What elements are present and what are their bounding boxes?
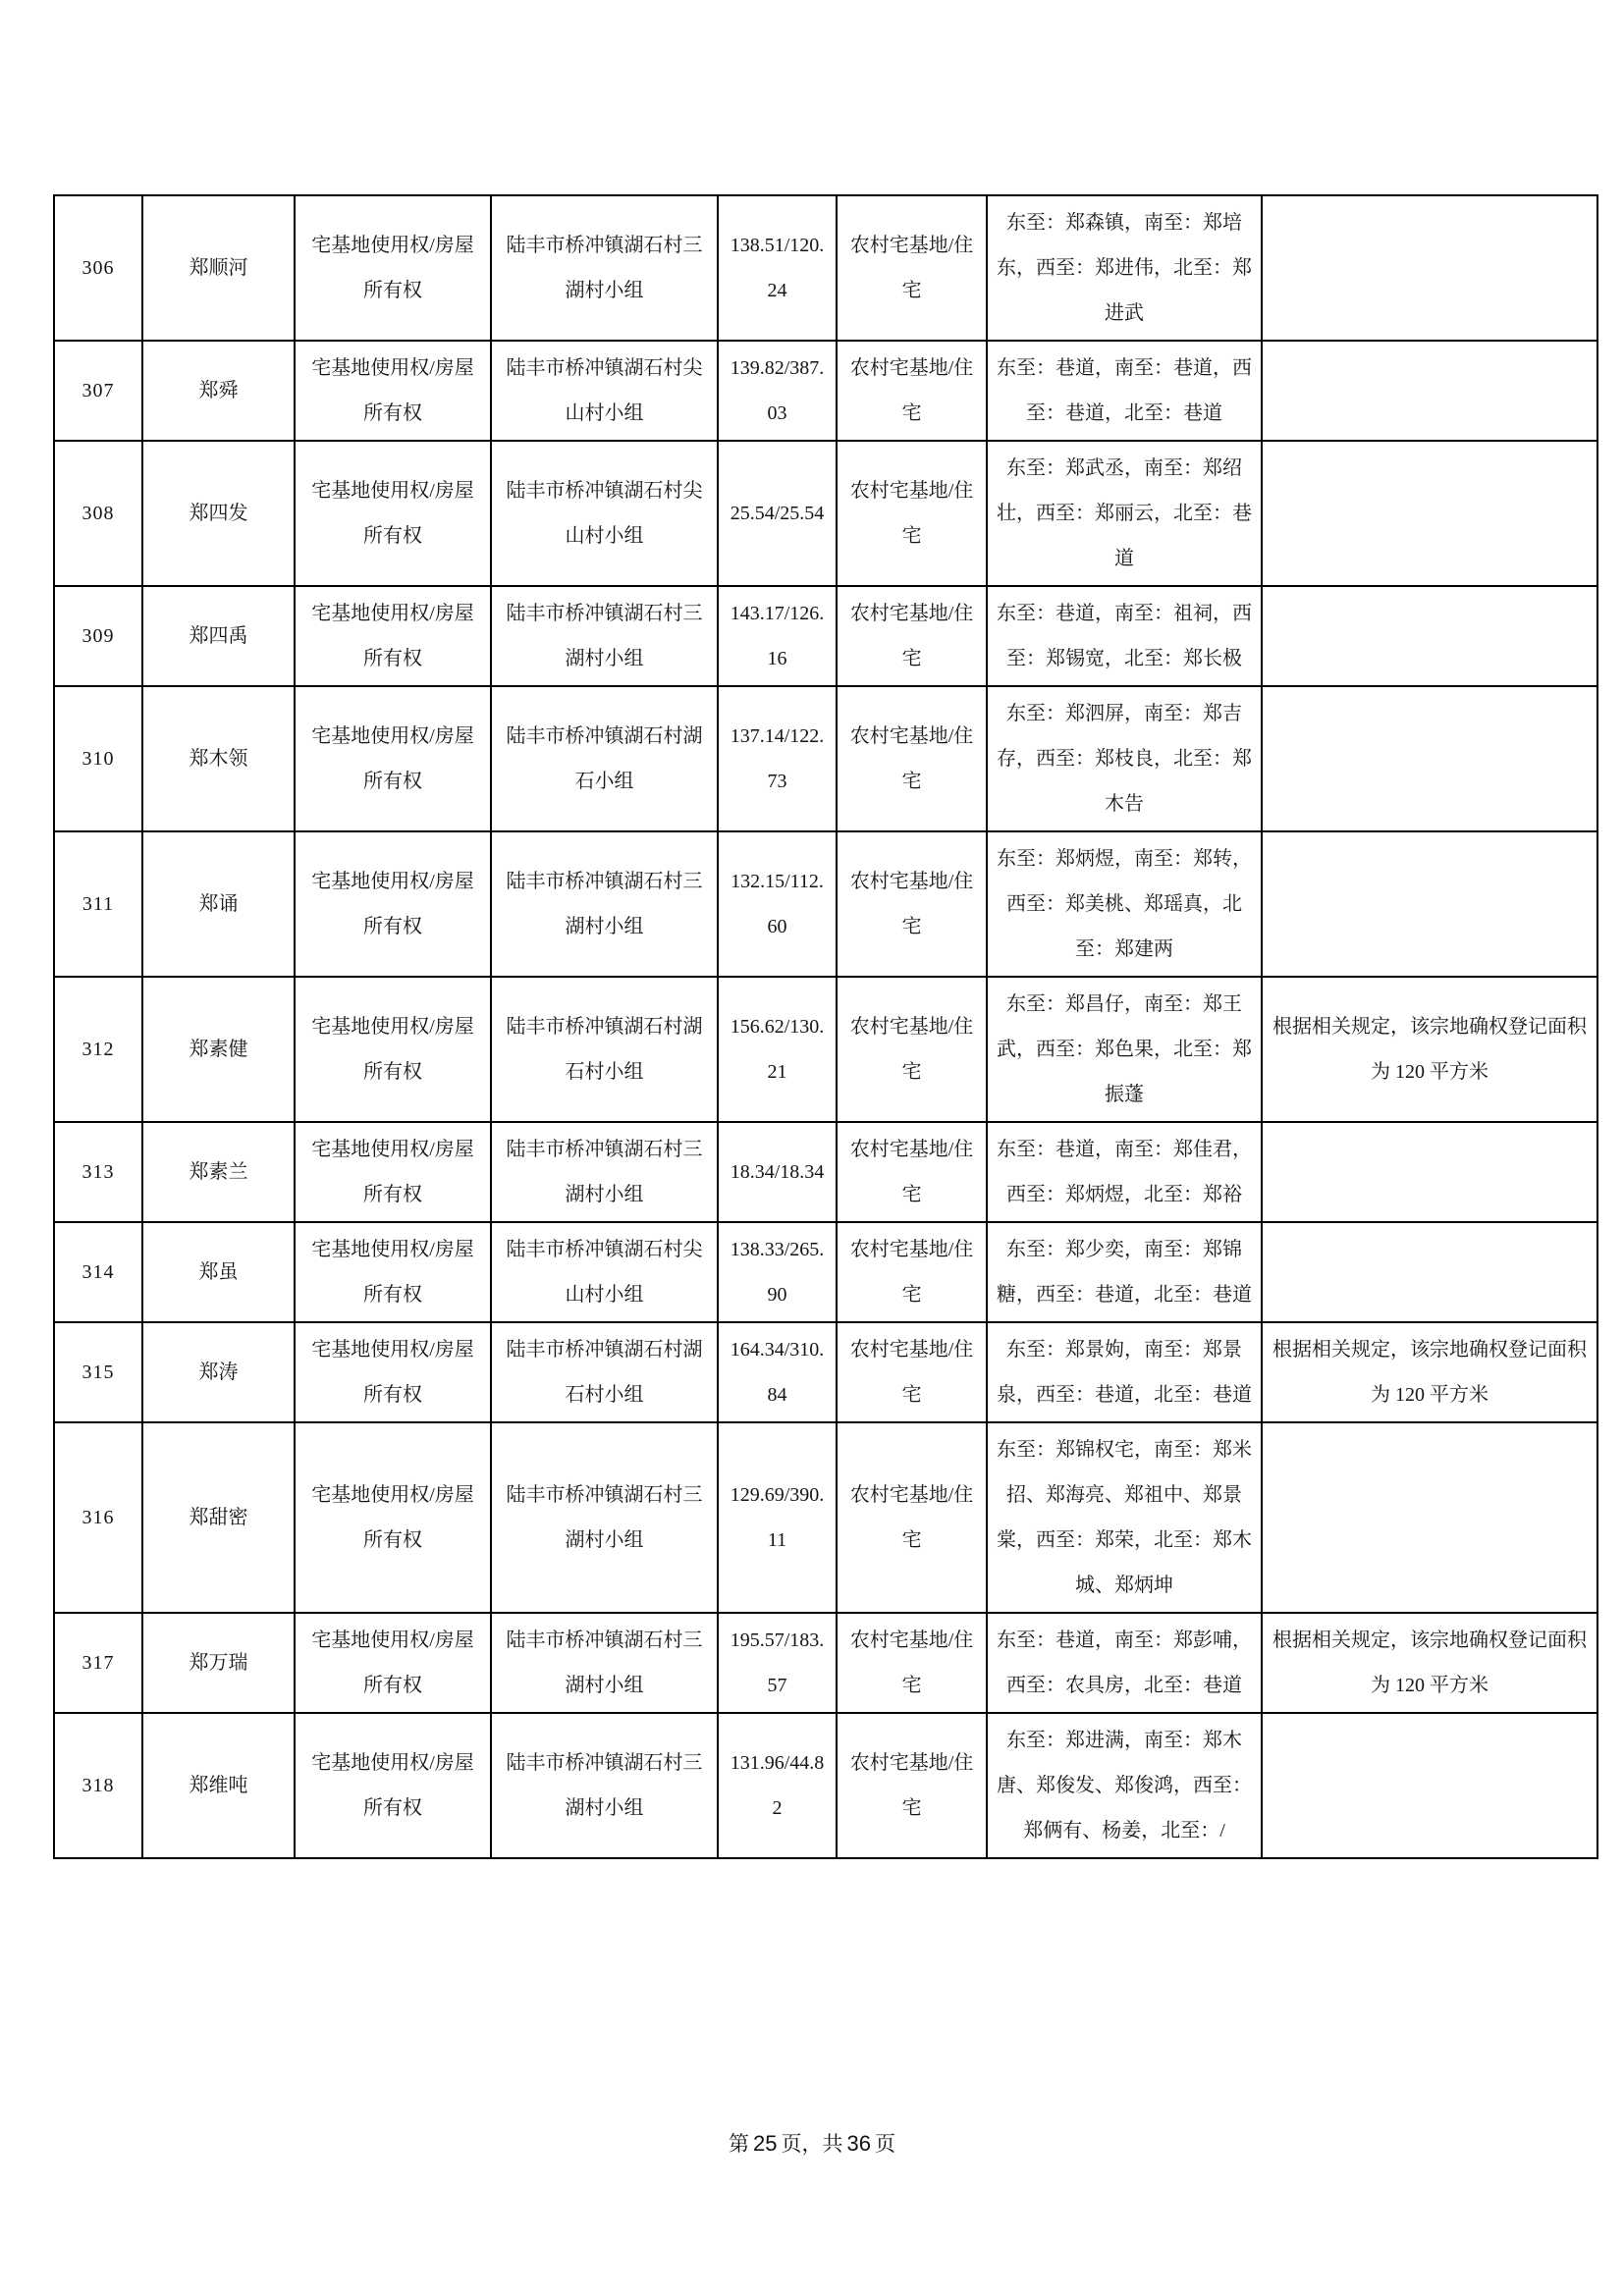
location-cell: 陆丰市桥冲镇湖石村三湖村小组 (491, 195, 718, 341)
land-rights-table (53, 194, 1598, 1859)
row-number-cell: 308 (54, 441, 142, 586)
remark-cell (1262, 195, 1597, 341)
owner-name-cell: 郑四发 (142, 441, 295, 586)
land-type-cell: 农村宅基地/住宅 (837, 977, 987, 1122)
location-cell: 陆丰市桥冲镇湖石村湖石村小组 (491, 1322, 718, 1422)
owner-name-cell: 郑万瑞 (142, 1613, 295, 1713)
row-number-cell: 318 (54, 1713, 142, 1858)
table-row (54, 341, 1597, 441)
land-type-cell: 农村宅基地/住宅 (837, 831, 987, 977)
rights-type-cell: 宅基地使用权/房屋所有权 (295, 977, 491, 1122)
location-cell: 陆丰市桥冲镇湖石村湖石小组 (491, 686, 718, 831)
row-number-cell: 316 (54, 1422, 142, 1613)
boundary-cell: 东至：巷道，南至：巷道，西至：巷道，北至：巷道 (987, 341, 1262, 441)
boundary-cell: 东至：郑武丞，南至：郑绍壮，西至：郑丽云，北至：巷道 (987, 441, 1262, 586)
owner-name-cell: 郑顺河 (142, 195, 295, 341)
table-row (54, 977, 1597, 1122)
rights-type-cell: 宅基地使用权/房屋所有权 (295, 1322, 491, 1422)
approved-area-cell: 138.51/120.24 (718, 195, 837, 341)
rights-type-cell: 宅基地使用权/房屋所有权 (295, 341, 491, 441)
rights-type-cell: 宅基地使用权/房屋所有权 (295, 1613, 491, 1713)
footer-prefix: 第 (729, 2132, 750, 2156)
table-row (54, 1222, 1597, 1322)
owner-name-cell: 郑虽 (142, 1222, 295, 1322)
row-number-cell: 313 (54, 1122, 142, 1222)
row-number-cell: 312 (54, 977, 142, 1122)
rights-type-cell: 宅基地使用权/房屋所有权 (295, 586, 491, 686)
row-number-cell: 307 (54, 341, 142, 441)
remark-cell (1262, 1222, 1597, 1322)
row-number-cell: 311 (54, 831, 142, 977)
owner-name-cell: 郑涛 (142, 1322, 295, 1422)
boundary-cell: 东至：郑泗屏，南至：郑吉存，西至：郑枝良，北至：郑木告 (987, 686, 1262, 831)
approved-area-cell: 156.62/130.21 (718, 977, 837, 1122)
location-cell: 陆丰市桥冲镇湖石村三湖村小组 (491, 1122, 718, 1222)
remark-cell: 根据相关规定，该宗地确权登记面积为 120 平方米 (1262, 977, 1597, 1122)
boundary-cell: 东至：郑锦权宅，南至：郑米招、郑海亮、郑祖中、郑景棠，西至：郑荣，北至：郑木城、郑炳坤 (987, 1422, 1262, 1613)
rights-type-cell: 宅基地使用权/房屋所有权 (295, 1222, 491, 1322)
owner-name-cell: 郑素兰 (142, 1122, 295, 1222)
owner-name-cell: 郑维吨 (142, 1713, 295, 1858)
remark-cell (1262, 831, 1597, 977)
owner-name-cell: 郑舜 (142, 341, 295, 441)
approved-area-cell: 138.33/265.90 (718, 1222, 837, 1322)
boundary-cell: 东至：郑炳煜，南至：郑转，西至：郑美桃、郑瑶真，北至：郑建两 (987, 831, 1262, 977)
approved-area-cell: 129.69/390.11 (718, 1422, 837, 1613)
location-cell: 陆丰市桥冲镇湖石村三湖村小组 (491, 1713, 718, 1858)
rights-type-cell: 宅基地使用权/房屋所有权 (295, 1122, 491, 1222)
location-cell: 陆丰市桥冲镇湖石村湖石村小组 (491, 977, 718, 1122)
table-row (54, 1422, 1597, 1613)
rights-type-cell: 宅基地使用权/房屋所有权 (295, 686, 491, 831)
land-type-cell: 农村宅基地/住宅 (837, 1422, 987, 1613)
row-number-cell: 317 (54, 1613, 142, 1713)
table-row (54, 1122, 1597, 1222)
land-type-cell: 农村宅基地/住宅 (837, 686, 987, 831)
rights-type-cell: 宅基地使用权/房屋所有权 (295, 1422, 491, 1613)
land-type-cell: 农村宅基地/住宅 (837, 1222, 987, 1322)
rights-type-cell: 宅基地使用权/房屋所有权 (295, 1713, 491, 1858)
approved-area-cell: 143.17/126.16 (718, 586, 837, 686)
boundary-cell: 东至：巷道，南至：郑佳君，西至：郑炳煜，北至：郑裕 (987, 1122, 1262, 1222)
land-type-cell: 农村宅基地/住宅 (837, 1322, 987, 1422)
table-row (54, 441, 1597, 586)
location-cell: 陆丰市桥冲镇湖石村尖山村小组 (491, 341, 718, 441)
location-cell: 陆丰市桥冲镇湖石村三湖村小组 (491, 1422, 718, 1613)
approved-area-cell: 25.54/25.54 (718, 441, 837, 586)
table-row (54, 1322, 1597, 1422)
table-body (54, 195, 1597, 1858)
table-row (54, 586, 1597, 686)
land-type-cell: 农村宅基地/住宅 (837, 1713, 987, 1858)
remark-cell (1262, 341, 1597, 441)
row-number-cell: 310 (54, 686, 142, 831)
table-row (54, 195, 1597, 341)
rights-type-cell: 宅基地使用权/房屋所有权 (295, 831, 491, 977)
land-type-cell: 农村宅基地/住宅 (837, 586, 987, 686)
remark-cell (1262, 1713, 1597, 1858)
row-number-cell: 314 (54, 1222, 142, 1322)
row-number-cell: 315 (54, 1322, 142, 1422)
remark-cell (1262, 1122, 1597, 1222)
land-type-cell: 农村宅基地/住宅 (837, 1122, 987, 1222)
approved-area-cell: 131.96/44.82 (718, 1713, 837, 1858)
table-row (54, 1613, 1597, 1713)
land-type-cell: 农村宅基地/住宅 (837, 341, 987, 441)
table-row (54, 686, 1597, 831)
boundary-cell: 东至：郑少奕，南至：郑锦糖，西至：巷道，北至：巷道 (987, 1222, 1262, 1322)
footer-mid: 页，共 (781, 2132, 843, 2156)
remark-cell (1262, 441, 1597, 586)
row-number-cell: 306 (54, 195, 142, 341)
boundary-cell: 东至：郑森镇，南至：郑培东，西至：郑进伟，北至：郑进武 (987, 195, 1262, 341)
location-cell: 陆丰市桥冲镇湖石村三湖村小组 (491, 831, 718, 977)
land-type-cell: 农村宅基地/住宅 (837, 1613, 987, 1713)
page-footer (0, 2128, 1624, 2158)
footer-total-pages: 36 (846, 2131, 871, 2156)
approved-area-cell: 164.34/310.84 (718, 1322, 837, 1422)
approved-area-cell: 18.34/18.34 (718, 1122, 837, 1222)
owner-name-cell: 郑素健 (142, 977, 295, 1122)
remark-cell: 根据相关规定，该宗地确权登记面积为 120 平方米 (1262, 1322, 1597, 1422)
boundary-cell: 东至：郑进满，南至：郑木唐、郑俊发、郑俊鸿，西至：郑俩有、杨姜，北至：/ (987, 1713, 1262, 1858)
owner-name-cell: 郑诵 (142, 831, 295, 977)
boundary-cell: 东至：巷道，南至：郑彭哺，西至：农具房，北至：巷道 (987, 1613, 1262, 1713)
remark-cell (1262, 586, 1597, 686)
remark-cell (1262, 686, 1597, 831)
location-cell: 陆丰市桥冲镇湖石村三湖村小组 (491, 586, 718, 686)
table-row (54, 1713, 1597, 1858)
remark-cell (1262, 1422, 1597, 1613)
owner-name-cell: 郑四禹 (142, 586, 295, 686)
approved-area-cell: 137.14/122.73 (718, 686, 837, 831)
remark-cell: 根据相关规定，该宗地确权登记面积为 120 平方米 (1262, 1613, 1597, 1713)
rights-type-cell: 宅基地使用权/房屋所有权 (295, 195, 491, 341)
approved-area-cell: 195.57/183.57 (718, 1613, 837, 1713)
land-type-cell: 农村宅基地/住宅 (837, 195, 987, 341)
footer-page-number: 25 (753, 2131, 778, 2156)
table-row (54, 831, 1597, 977)
owner-name-cell: 郑甜密 (142, 1422, 295, 1613)
approved-area-cell: 139.82/387.03 (718, 341, 837, 441)
land-type-cell: 农村宅基地/住宅 (837, 441, 987, 586)
location-cell: 陆丰市桥冲镇湖石村尖山村小组 (491, 441, 718, 586)
footer-suffix: 页 (874, 2132, 895, 2156)
location-cell: 陆丰市桥冲镇湖石村尖山村小组 (491, 1222, 718, 1322)
approved-area-cell: 132.15/112.60 (718, 831, 837, 977)
boundary-cell: 东至：郑景姁，南至：郑景泉，西至：巷道，北至：巷道 (987, 1322, 1262, 1422)
boundary-cell: 东至：巷道，南至：祖祠，西至：郑锡宽，北至：郑长极 (987, 586, 1262, 686)
owner-name-cell: 郑木领 (142, 686, 295, 831)
row-number-cell: 309 (54, 586, 142, 686)
location-cell: 陆丰市桥冲镇湖石村三湖村小组 (491, 1613, 718, 1713)
rights-type-cell: 宅基地使用权/房屋所有权 (295, 441, 491, 586)
boundary-cell: 东至：郑昌仔，南至：郑王武，西至：郑色果，北至：郑振蓬 (987, 977, 1262, 1122)
